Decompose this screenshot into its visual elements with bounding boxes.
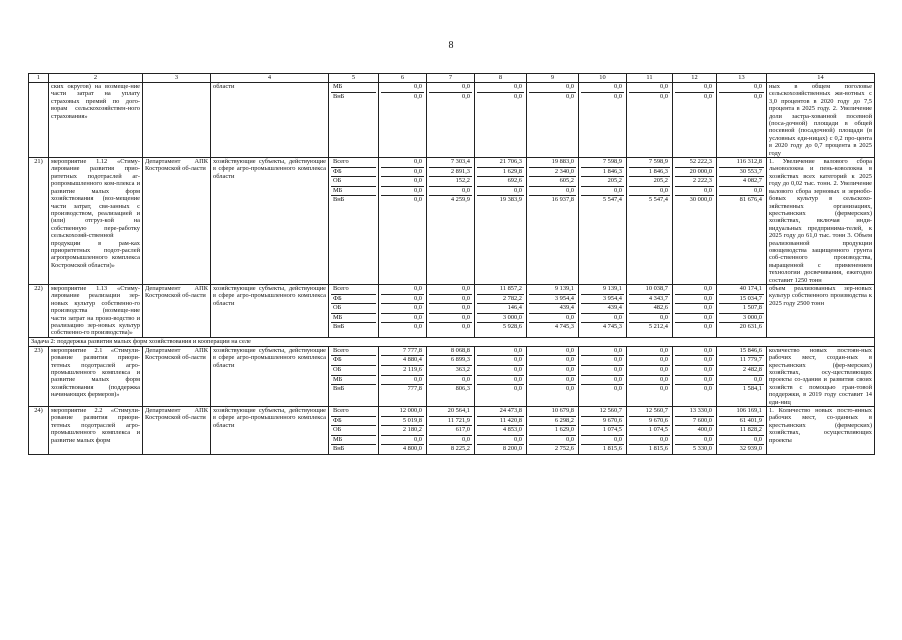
value-cell: 806,3 bbox=[455, 385, 470, 393]
value-cell: 0,0 bbox=[529, 314, 576, 324]
funding-source: ОБ bbox=[331, 177, 376, 187]
value-column bbox=[475, 346, 527, 406]
funding-sources bbox=[329, 407, 379, 455]
value-column bbox=[627, 83, 673, 158]
value-cell: 1 629,0 bbox=[529, 426, 576, 436]
funding-source: ВнБ bbox=[333, 445, 345, 453]
value-cell: 4 853,0 bbox=[477, 426, 524, 436]
funding-source: ВнБ bbox=[333, 323, 345, 331]
value-cell: 692,6 bbox=[477, 177, 524, 187]
value-column bbox=[475, 407, 527, 455]
value-cell: 15 846,6 bbox=[719, 347, 764, 357]
row-number: 24) bbox=[29, 407, 49, 455]
value-cell: 11 828,2 bbox=[719, 426, 764, 436]
table-row bbox=[29, 158, 875, 285]
participants: хозяйствующие субъекты, действующие в сфере агро-промышленного комплекса области bbox=[211, 407, 329, 455]
value-cell: 0,0 bbox=[660, 92, 668, 100]
value-cell: 9 139,1 bbox=[581, 285, 624, 295]
value-cell: 3 000,0 bbox=[477, 314, 524, 324]
value-cell: 1 507,8 bbox=[719, 304, 764, 314]
value-cell: 0,0 bbox=[704, 385, 712, 393]
table-row bbox=[29, 407, 875, 455]
value-cell: 400,0 bbox=[675, 426, 714, 436]
value-cell: 0,0 bbox=[719, 187, 764, 197]
value-cell: 0,0 bbox=[581, 356, 624, 366]
value-column bbox=[527, 158, 579, 285]
value-cell: 482,6 bbox=[629, 304, 670, 314]
value-cell: 0,0 bbox=[477, 83, 524, 93]
value-cell: 0,0 bbox=[675, 347, 714, 357]
value-cell: 11 420,8 bbox=[477, 417, 524, 427]
value-cell: 1 074,5 bbox=[629, 426, 670, 436]
value-cell: 1 815,6 bbox=[648, 445, 668, 453]
value-cell: 11 721,9 bbox=[429, 417, 472, 427]
value-cell: 20 564,1 bbox=[429, 407, 472, 417]
value-cell: 0,0 bbox=[529, 187, 576, 197]
value-cell: 0,0 bbox=[660, 385, 668, 393]
value-cell: 0,0 bbox=[381, 304, 424, 314]
value-column bbox=[579, 284, 627, 337]
header-cell: 10 bbox=[579, 74, 627, 83]
value-cell: 0,0 bbox=[581, 187, 624, 197]
value-cell: 0,0 bbox=[529, 347, 576, 357]
value-cell: 0,0 bbox=[675, 436, 714, 446]
value-cell: 8 068,8 bbox=[429, 347, 472, 357]
value-column bbox=[717, 407, 767, 455]
value-cell: 15 034,7 bbox=[719, 295, 764, 305]
participants: хозяйствующие субъекты, действующие в сфере агро-промышленного комплекса области bbox=[211, 158, 329, 285]
value-cell: 2 180,2 bbox=[381, 426, 424, 436]
value-cell: 4 745,3 bbox=[602, 323, 622, 331]
value-cell: 81 676,4 bbox=[739, 196, 762, 204]
header-cell: 1 bbox=[29, 74, 49, 83]
value-cell: 19 383,9 bbox=[499, 196, 522, 204]
value-cell: 5 212,4 bbox=[648, 323, 668, 331]
value-cell: 4 082,7 bbox=[719, 177, 764, 187]
value-cell: 0,0 bbox=[429, 314, 472, 324]
value-cell: 0,0 bbox=[581, 366, 624, 376]
value-column bbox=[379, 83, 427, 158]
executor: Департамент АПК Костромской об-ласти bbox=[143, 407, 211, 455]
value-column bbox=[579, 346, 627, 406]
participants: хозяйствующие субъекты, действующие в сфере агро-промышленного комплекса области bbox=[211, 284, 329, 337]
executor: Департамент АПК Костромской об-ласти bbox=[143, 346, 211, 406]
funding-source: МБ bbox=[331, 83, 376, 93]
expected-result: объем реализованных зер-новых культур собственного производства к 2025 году 2500 тонн bbox=[767, 284, 875, 337]
header-cell: 3 bbox=[143, 74, 211, 83]
value-cell: 30 553,7 bbox=[719, 168, 764, 178]
value-cell: 30 000,0 bbox=[689, 196, 712, 204]
value-cell: 0,0 bbox=[614, 92, 622, 100]
value-column bbox=[673, 83, 717, 158]
executor: Департамент АПК Костромской об-ласти bbox=[143, 284, 211, 337]
value-column bbox=[427, 83, 475, 158]
value-cell: 19 883,0 bbox=[529, 158, 576, 168]
value-cell: 16 937,8 bbox=[551, 196, 574, 204]
value-column bbox=[673, 158, 717, 285]
header-cell: 6 bbox=[379, 74, 427, 83]
value-cell: 9 670,6 bbox=[629, 417, 670, 427]
value-cell: 2 119,6 bbox=[381, 366, 424, 376]
funding-source: Всего bbox=[331, 407, 376, 417]
value-cell: 0,0 bbox=[529, 436, 576, 446]
value-cell: 20 000,0 bbox=[675, 168, 714, 178]
value-cell: 0,0 bbox=[675, 187, 714, 197]
value-column bbox=[475, 158, 527, 285]
funding-source: ФБ bbox=[331, 417, 376, 427]
participants: области bbox=[211, 83, 329, 158]
expected-result: количество новых постоян-ных рабочих мест, создан-ных в крестьянских (фер-мерских) хозяйствах, осу-ществляющих проекты со-здания и развития своих хозяйств с помощью гран-товой поддержки, в 2019 году составит 14 еди-ниц bbox=[767, 346, 875, 406]
value-column bbox=[379, 284, 427, 337]
value-cell: 0,0 bbox=[529, 366, 576, 376]
value-cell: 2 482,8 bbox=[719, 366, 764, 376]
value-cell: 152,2 bbox=[429, 177, 472, 187]
value-cell: 0,0 bbox=[719, 436, 764, 446]
value-cell: 3 954,4 bbox=[529, 295, 576, 305]
executor bbox=[143, 83, 211, 158]
header-cell: 7 bbox=[427, 74, 475, 83]
value-cell: 0,0 bbox=[514, 92, 522, 100]
value-cell: 0,0 bbox=[381, 295, 424, 305]
value-cell: 0,0 bbox=[614, 385, 622, 393]
value-cell: 0,0 bbox=[477, 366, 524, 376]
value-column bbox=[527, 346, 579, 406]
value-column bbox=[427, 284, 475, 337]
value-cell: 205,2 bbox=[581, 177, 624, 187]
value-cell: 0,0 bbox=[675, 376, 714, 386]
value-cell: 3 000,0 bbox=[719, 314, 764, 324]
funding-sources bbox=[329, 158, 379, 285]
value-cell: 5 547,4 bbox=[648, 196, 668, 204]
funding-source: ОБ bbox=[331, 366, 376, 376]
value-column bbox=[475, 83, 527, 158]
value-cell: 0,0 bbox=[675, 83, 714, 93]
value-cell: 11 857,2 bbox=[477, 285, 524, 295]
value-cell: 0,0 bbox=[414, 196, 422, 204]
value-cell: 0,0 bbox=[675, 366, 714, 376]
value-cell: 0,0 bbox=[629, 83, 670, 93]
value-cell: 1 074,5 bbox=[581, 426, 624, 436]
value-cell: 8 200,0 bbox=[502, 445, 522, 453]
funding-sources bbox=[329, 346, 379, 406]
value-cell: 1 584,1 bbox=[742, 385, 762, 393]
program-table bbox=[28, 73, 875, 455]
value-column bbox=[717, 284, 767, 337]
value-cell: 7 598,9 bbox=[581, 158, 624, 168]
header-cell: 8 bbox=[475, 74, 527, 83]
measure-name: ских округов) на возмеще-ние части затрат на уплату страховых премий по дого-ворам сельскохозяйствен-ного страхования» bbox=[49, 83, 143, 158]
value-cell: 32 939,0 bbox=[739, 445, 762, 453]
value-cell: 0,0 bbox=[429, 304, 472, 314]
value-cell: 0,0 bbox=[529, 83, 576, 93]
value-cell: 4 880,4 bbox=[381, 356, 424, 366]
table-row bbox=[29, 284, 875, 337]
value-cell: 20 631,6 bbox=[739, 323, 762, 331]
value-cell: 439,4 bbox=[529, 304, 576, 314]
value-cell: 0,0 bbox=[429, 285, 472, 295]
value-cell: 6 298,2 bbox=[529, 417, 576, 427]
value-cell: 0,0 bbox=[629, 366, 670, 376]
funding-source: ОБ bbox=[331, 304, 376, 314]
value-cell: 0,0 bbox=[429, 83, 472, 93]
value-cell: 9 670,6 bbox=[581, 417, 624, 427]
value-cell: 0,0 bbox=[381, 285, 424, 295]
value-cell: 52 222,3 bbox=[675, 158, 714, 168]
value-column bbox=[717, 346, 767, 406]
funding-source: МБ bbox=[331, 187, 376, 197]
header-cell: 12 bbox=[673, 74, 717, 83]
value-cell: 0,0 bbox=[566, 385, 574, 393]
value-cell: 61 401,9 bbox=[719, 417, 764, 427]
value-cell: 146,4 bbox=[477, 304, 524, 314]
header-cell: 14 bbox=[767, 74, 875, 83]
value-cell: 0,0 bbox=[414, 92, 422, 100]
value-cell: 0,0 bbox=[629, 187, 670, 197]
value-cell: 9 139,1 bbox=[529, 285, 576, 295]
value-cell: 12 560,7 bbox=[581, 407, 624, 417]
value-cell: 0,0 bbox=[719, 376, 764, 386]
row-number: 23) bbox=[29, 346, 49, 406]
task-row bbox=[29, 337, 875, 346]
value-cell: 11 779,7 bbox=[719, 356, 764, 366]
value-cell: 5 928,6 bbox=[502, 323, 522, 331]
table-row bbox=[29, 83, 875, 158]
value-cell: 0,0 bbox=[381, 436, 424, 446]
measure-name: мероприятие 2.2 «Стимули-рование развития приори-тетных подотраслей агро-промышленного комплекса и развитие малых форм bbox=[49, 407, 143, 455]
funding-source: Всего bbox=[331, 347, 376, 357]
value-cell: 0,0 bbox=[477, 436, 524, 446]
value-cell: 0,0 bbox=[675, 304, 714, 314]
value-cell: 0,0 bbox=[477, 347, 524, 357]
value-column bbox=[673, 284, 717, 337]
value-cell: 7 777,8 bbox=[381, 347, 424, 357]
value-cell: 116 312,8 bbox=[719, 158, 764, 168]
value-cell: 4 259,9 bbox=[450, 196, 470, 204]
value-column bbox=[579, 407, 627, 455]
value-cell: 0,0 bbox=[381, 158, 424, 168]
value-cell: 1 815,6 bbox=[602, 445, 622, 453]
value-cell: 4 343,7 bbox=[629, 295, 670, 305]
value-cell: 2 782,2 bbox=[477, 295, 524, 305]
value-cell: 8 225,2 bbox=[450, 445, 470, 453]
value-cell: 0,0 bbox=[429, 376, 472, 386]
value-cell: 0,0 bbox=[414, 323, 422, 331]
funding-source: ФБ bbox=[331, 356, 376, 366]
measure-name: мероприятие 2.1 «Стимули-рование развития приори-тетных подотраслей агро-промышленного комплекса и развитие малых форм хозяйствования (поддержка начинающих фермеров)» bbox=[49, 346, 143, 406]
value-cell: 0,0 bbox=[429, 187, 472, 197]
value-cell: 0,0 bbox=[462, 92, 470, 100]
value-column bbox=[527, 407, 579, 455]
funding-source: ВнБ bbox=[333, 196, 345, 204]
value-cell: 0,0 bbox=[381, 187, 424, 197]
page-number: 8 bbox=[448, 40, 454, 51]
value-cell: 0,0 bbox=[429, 295, 472, 305]
value-column bbox=[579, 158, 627, 285]
value-cell: 0,0 bbox=[675, 285, 714, 295]
value-cell: 1 629,8 bbox=[477, 168, 524, 178]
value-column bbox=[427, 158, 475, 285]
funding-source: ВнБ bbox=[333, 385, 345, 393]
value-column bbox=[673, 346, 717, 406]
value-cell: 0,0 bbox=[566, 92, 574, 100]
value-column bbox=[379, 346, 427, 406]
value-cell: 0,0 bbox=[675, 295, 714, 305]
row-number: 21) bbox=[29, 158, 49, 285]
value-cell: 6 899,3 bbox=[429, 356, 472, 366]
value-cell: 0,0 bbox=[429, 436, 472, 446]
header-cell: 9 bbox=[527, 74, 579, 83]
funding-source: Всего bbox=[331, 158, 376, 168]
value-cell: 10 679,8 bbox=[529, 407, 576, 417]
value-column bbox=[579, 83, 627, 158]
funding-source: Всего bbox=[331, 285, 376, 295]
measure-name: мероприятие 1.13 «Стиму-лирование реализации зер-новых культур собственно-го производства (возмеще-ние части затрат на произ-водство и реализацию зер-новых культур собственно-го производства)» bbox=[49, 284, 143, 337]
value-cell: 0,0 bbox=[581, 376, 624, 386]
value-cell: 0,0 bbox=[629, 347, 670, 357]
value-cell: 0,0 bbox=[477, 376, 524, 386]
value-column bbox=[379, 158, 427, 285]
funding-source: МБ bbox=[331, 436, 376, 446]
table-body bbox=[29, 74, 875, 455]
value-cell: 5 547,4 bbox=[602, 196, 622, 204]
funding-sources bbox=[329, 83, 379, 158]
value-cell: 0,0 bbox=[381, 83, 424, 93]
funding-source: МБ bbox=[331, 314, 376, 324]
value-cell: 363,2 bbox=[429, 366, 472, 376]
row-number bbox=[29, 83, 49, 158]
value-cell: 0,0 bbox=[381, 177, 424, 187]
value-cell: 0,0 bbox=[754, 92, 762, 100]
value-cell: 0,0 bbox=[629, 314, 670, 324]
value-cell: 13 330,0 bbox=[675, 407, 714, 417]
value-cell: 0,0 bbox=[581, 314, 624, 324]
value-column bbox=[717, 83, 767, 158]
header-cell: 5 bbox=[329, 74, 379, 83]
value-cell: 106 169,1 bbox=[719, 407, 764, 417]
header-cell: 11 bbox=[627, 74, 673, 83]
expected-result: 1. Количество новых посто-янных рабочих мест, со-зданных в крестьянских (фермерских) хозяйствах, осуществляющих проекты bbox=[767, 407, 875, 455]
value-column bbox=[717, 158, 767, 285]
value-cell: 2 752,6 bbox=[554, 445, 574, 453]
value-cell: 0,0 bbox=[581, 83, 624, 93]
value-column bbox=[627, 407, 673, 455]
task-title: Задача 2: поддержка развития малых форм хозяйствования и кооперации на селе bbox=[29, 337, 875, 346]
header-cell: 13 bbox=[717, 74, 767, 83]
value-cell: 0,0 bbox=[675, 314, 714, 324]
row-number: 22) bbox=[29, 284, 49, 337]
value-cell: 0,0 bbox=[381, 376, 424, 386]
value-cell: 0,0 bbox=[581, 347, 624, 357]
value-cell: 0,0 bbox=[529, 376, 576, 386]
header-cell: 2 bbox=[49, 74, 143, 83]
value-cell: 5 019,8 bbox=[381, 417, 424, 427]
value-cell: 24 473,8 bbox=[477, 407, 524, 417]
value-cell: 4 800,0 bbox=[402, 445, 422, 453]
value-column bbox=[673, 407, 717, 455]
funding-source: ФБ bbox=[331, 295, 376, 305]
value-cell: 0,0 bbox=[629, 376, 670, 386]
funding-source: ОБ bbox=[331, 426, 376, 436]
funding-source: ВнБ bbox=[333, 92, 345, 100]
value-cell: 439,4 bbox=[581, 304, 624, 314]
header-cell: 4 bbox=[211, 74, 329, 83]
value-cell: 0,0 bbox=[462, 323, 470, 331]
value-cell: 1 846,3 bbox=[629, 168, 670, 178]
value-cell: 0,0 bbox=[675, 356, 714, 366]
value-column bbox=[475, 284, 527, 337]
value-cell: 10 038,7 bbox=[629, 285, 670, 295]
funding-source: ФБ bbox=[331, 168, 376, 178]
value-cell: 7 598,9 bbox=[629, 158, 670, 168]
value-column bbox=[627, 284, 673, 337]
expected-result: ных в общем поголовье сельскохозяйственных жи-вотных с 3,0 процентов в 2020 году до 7,5 процента в 2025 году. 2. Увеличение доли застра-хованной посевной (поса-дочной) площади в общей посевной (посадочной) площади (в условных еди-ницах) с 0,2 про-цента в 2020 году до 0,7 процента в 2025 году bbox=[767, 83, 875, 158]
value-cell: 40 174,1 bbox=[719, 285, 764, 295]
value-cell: 7 303,4 bbox=[429, 158, 472, 168]
value-cell: 0,0 bbox=[514, 385, 522, 393]
measure-name: мероприятие 1.12 «Стиму-лирование развития прио-ритетных подотраслей аг-ропромышленного ком-плекса и развитие малых форм хозяйствования (воз-мещение части затрат, свя-занных с производством, реализацией и (или) отгруз-кой на собственную пере-работку сельскохозяй-ственной продукции в рам-ках приоритетных подот-раслей агропромышленного комплекса Костромской области)» bbox=[49, 158, 143, 285]
funding-sources bbox=[329, 284, 379, 337]
executor: Департамент АПК Костромской об-ласти bbox=[143, 158, 211, 285]
value-cell: 5 330,0 bbox=[692, 445, 712, 453]
participants: хозяйствующие субъекты, действующие в сфере агро-промышленного комплекса области bbox=[211, 346, 329, 406]
value-cell: 2 891,3 bbox=[429, 168, 472, 178]
value-cell: 12 000,0 bbox=[381, 407, 424, 417]
value-cell: 0,0 bbox=[581, 436, 624, 446]
header-row bbox=[29, 74, 875, 83]
value-cell: 2 222,3 bbox=[675, 177, 714, 187]
value-cell: 0,0 bbox=[477, 356, 524, 366]
value-cell: 2 340,0 bbox=[529, 168, 576, 178]
value-cell: 0,0 bbox=[704, 323, 712, 331]
value-cell: 0,0 bbox=[719, 83, 764, 93]
value-cell: 21 706,3 bbox=[477, 158, 524, 168]
funding-source: МБ bbox=[331, 376, 376, 386]
value-cell: 1 846,3 bbox=[581, 168, 624, 178]
value-cell: 205,2 bbox=[629, 177, 670, 187]
value-column bbox=[527, 284, 579, 337]
value-column bbox=[427, 346, 475, 406]
value-cell: 7 600,0 bbox=[675, 417, 714, 427]
value-cell: 0,0 bbox=[477, 187, 524, 197]
table-row bbox=[29, 346, 875, 406]
value-column bbox=[627, 346, 673, 406]
value-cell: 777,8 bbox=[407, 385, 422, 393]
value-cell: 0,0 bbox=[381, 314, 424, 324]
value-cell: 617,0 bbox=[429, 426, 472, 436]
value-cell: 4 745,3 bbox=[554, 323, 574, 331]
value-cell: 0,0 bbox=[629, 356, 670, 366]
value-column bbox=[627, 158, 673, 285]
value-cell: 0,0 bbox=[704, 92, 712, 100]
value-cell: 0,0 bbox=[629, 436, 670, 446]
value-cell: 605,2 bbox=[529, 177, 576, 187]
value-column bbox=[379, 407, 427, 455]
value-cell: 3 954,4 bbox=[581, 295, 624, 305]
expected-result: 1. Увеличение валового сбора льноволокна и пень-коволокна в хозяйствах всех категорий к 2025 году до 0,02 тыс. тонн. 2. Увеличение валового сбора зерновых и зернобо-бовых культур в сельскохо-зяйственных организациях, крестьянских (фермерских) хозяйствах, включая инди-видуальных предпринима-телей, к 2025 году до 61,0 тыс. тонн 3. Объем реализованной продукции овощеводства защищенного грунта соб-ственного производства, выращенной с применением технологии досвечивания, ежегодно составит 1250 тонн bbox=[767, 158, 875, 285]
value-column bbox=[527, 83, 579, 158]
value-cell: 0,0 bbox=[529, 356, 576, 366]
value-cell: 0,0 bbox=[381, 168, 424, 178]
value-column bbox=[427, 407, 475, 455]
value-cell: 12 560,7 bbox=[629, 407, 670, 417]
